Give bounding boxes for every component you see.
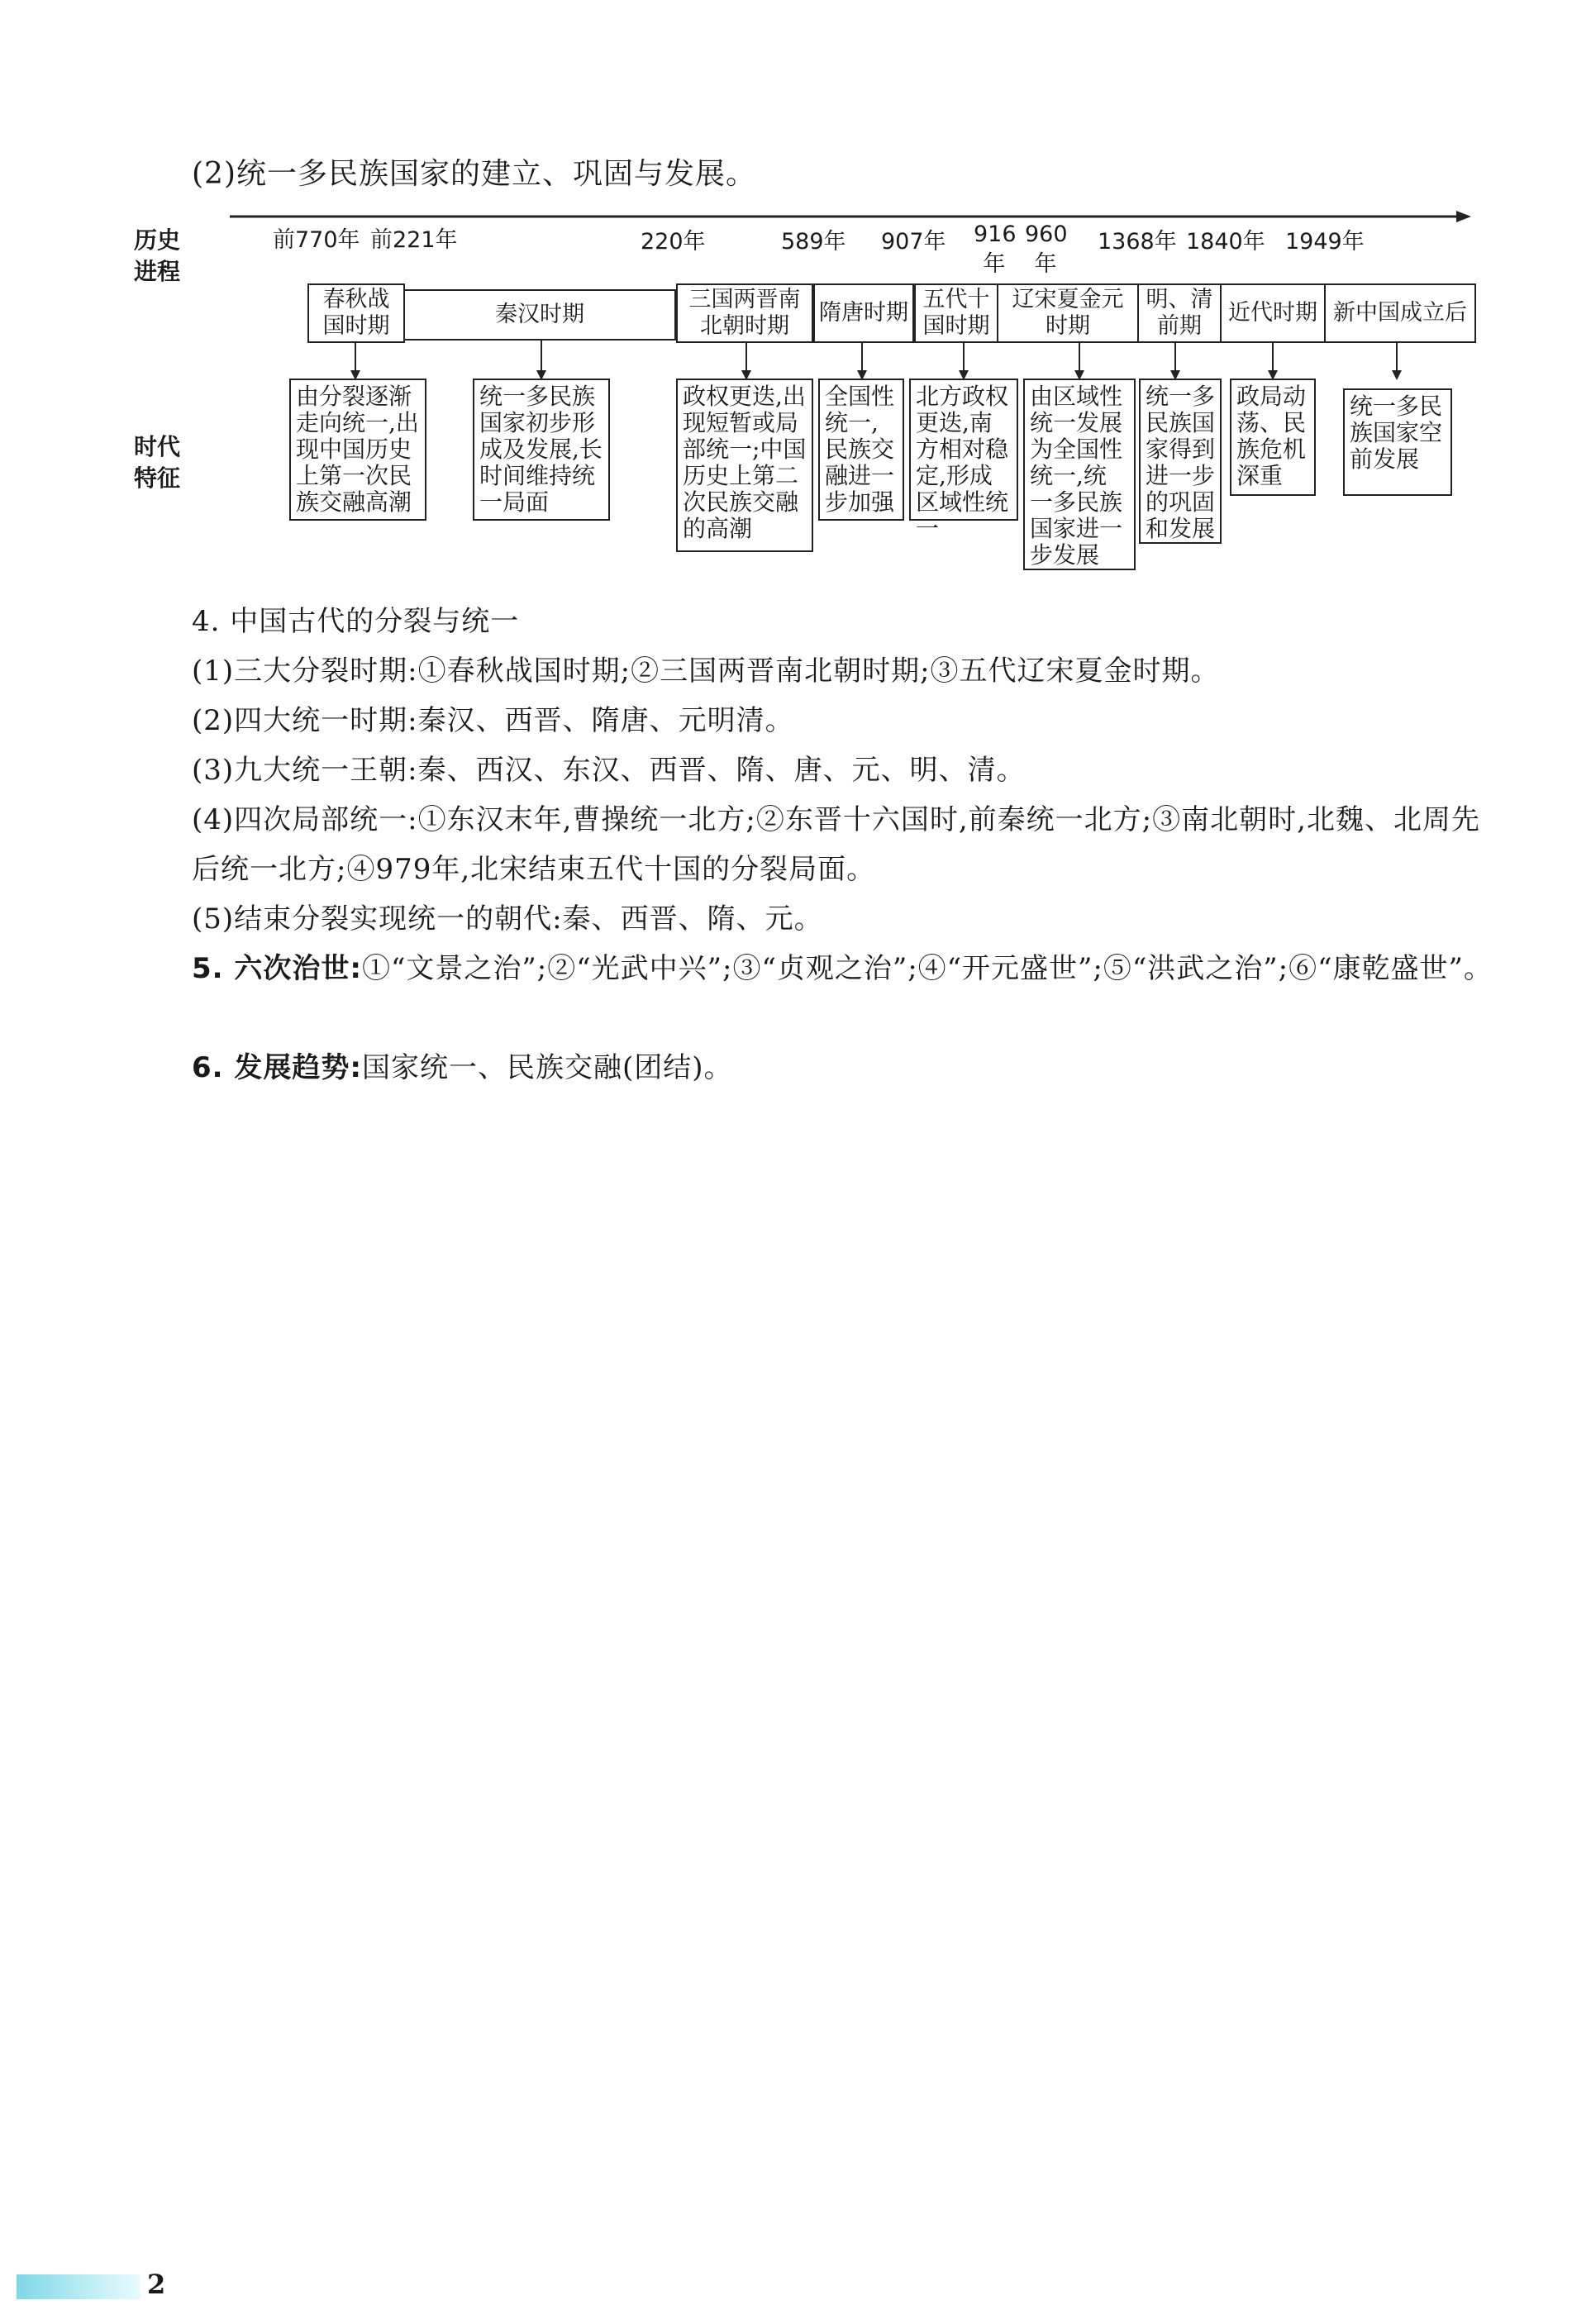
paragraph: (2)四大统一时期:秦汉、西晋、隋唐、元明清。 — [192, 704, 794, 737]
period-box: 新中国成立后 — [1324, 283, 1476, 343]
year-label: 907年 — [881, 229, 946, 255]
feature-box: 统一多民族国家得到进一步的巩固和发展 — [1139, 379, 1222, 544]
period-box: 秦汉时期 — [403, 289, 676, 341]
page-number: 2 — [147, 2269, 166, 2300]
feature-box: 由区域性统一发展为全国性统一,统一多民族国家进一步发展 — [1023, 379, 1136, 570]
section-6-body: 国家统一、民族交融(团结)。 — [362, 1051, 733, 1084]
feature-box: 统一多民族国家空前发展 — [1343, 388, 1452, 496]
paragraph: (5)结束分裂实现统一的朝代:秦、西晋、隋、元。 — [192, 902, 823, 936]
year-label: 1840年 — [1186, 229, 1265, 255]
feature-box: 北方政权更迭,南方相对稳定,形成区域性统一 — [909, 379, 1018, 521]
period-box: 隋唐时期 — [813, 283, 914, 343]
feature-box: 全国性统一,民族交融进一步加强 — [818, 379, 904, 521]
section-intro: (2)统一多民族国家的建立、巩固与发展。 — [192, 157, 756, 191]
page-corner-decoration — [17, 2274, 141, 2299]
feature-box: 政权更迭,出现短暂或局部统一;中国历史上第二次民族交融的高潮 — [676, 379, 813, 552]
feature-box: 政局动荡、民族危机深重 — [1230, 379, 1316, 496]
period-box: 辽宋夏金元时期 — [997, 283, 1139, 343]
year-label: 589年 — [781, 229, 846, 255]
paragraph: (4)四次局部统一:①东汉末年,曹操统一北方;②东晋十六国时,前秦统一北方;③南北朝时,北魏、北周先后统一北方;④979年,北宋结束五代十国的分裂局面。 — [192, 803, 1480, 886]
section-5-body: ①“文景之治”;②“光武中兴”;③“贞观之治”;④“开元盛世”;⑤“洪武之治”;⑥“康乾盛世”。 — [362, 952, 1493, 985]
paragraph: (1)三大分裂时期:①春秋战国时期;②三国两晋南北朝时期;③五代辽宋夏金时期。 — [192, 655, 1220, 688]
timeline-arrowhead — [1456, 211, 1471, 222]
period-box: 三国两晋南北朝时期 — [676, 283, 813, 343]
period-box: 春秋战国时期 — [307, 283, 405, 343]
section-6-title: 6. 发展趋势: — [192, 1051, 363, 1084]
year-label: 前770年 — [273, 227, 360, 253]
section-5-title: 5. 六次治世: — [192, 952, 363, 985]
section-5 — [192, 944, 1498, 993]
section-4-title: 4. 中国古代的分裂与统一 — [192, 605, 520, 638]
feature-box: 统一多民族国家初步形成及发展,长时间维持统一局面 — [473, 379, 610, 521]
period-box: 明、清前期 — [1137, 283, 1222, 343]
year-label: 916年 — [974, 221, 1017, 277]
year-label: 220年 — [641, 229, 706, 255]
year-label: 960年 — [1025, 221, 1068, 277]
year-label: 1949年 — [1285, 229, 1365, 255]
paragraph: (3)九大统一王朝:秦、西汉、东汉、西晋、隋、唐、元、明、清。 — [192, 754, 1026, 787]
connector-arrows — [355, 341, 1397, 372]
section-6 — [192, 1043, 1498, 1093]
label-features: 时代特征 — [133, 433, 180, 492]
period-box: 五代十国时期 — [914, 283, 998, 343]
feature-box: 由分裂逐渐走向统一,出现中国历史上第一次民族交融高潮 — [289, 379, 426, 521]
period-box: 近代时期 — [1220, 283, 1326, 343]
label-history: 历史进程 — [133, 226, 180, 285]
year-label: 1368年 — [1098, 229, 1177, 255]
year-label: 前221年 — [370, 227, 458, 253]
